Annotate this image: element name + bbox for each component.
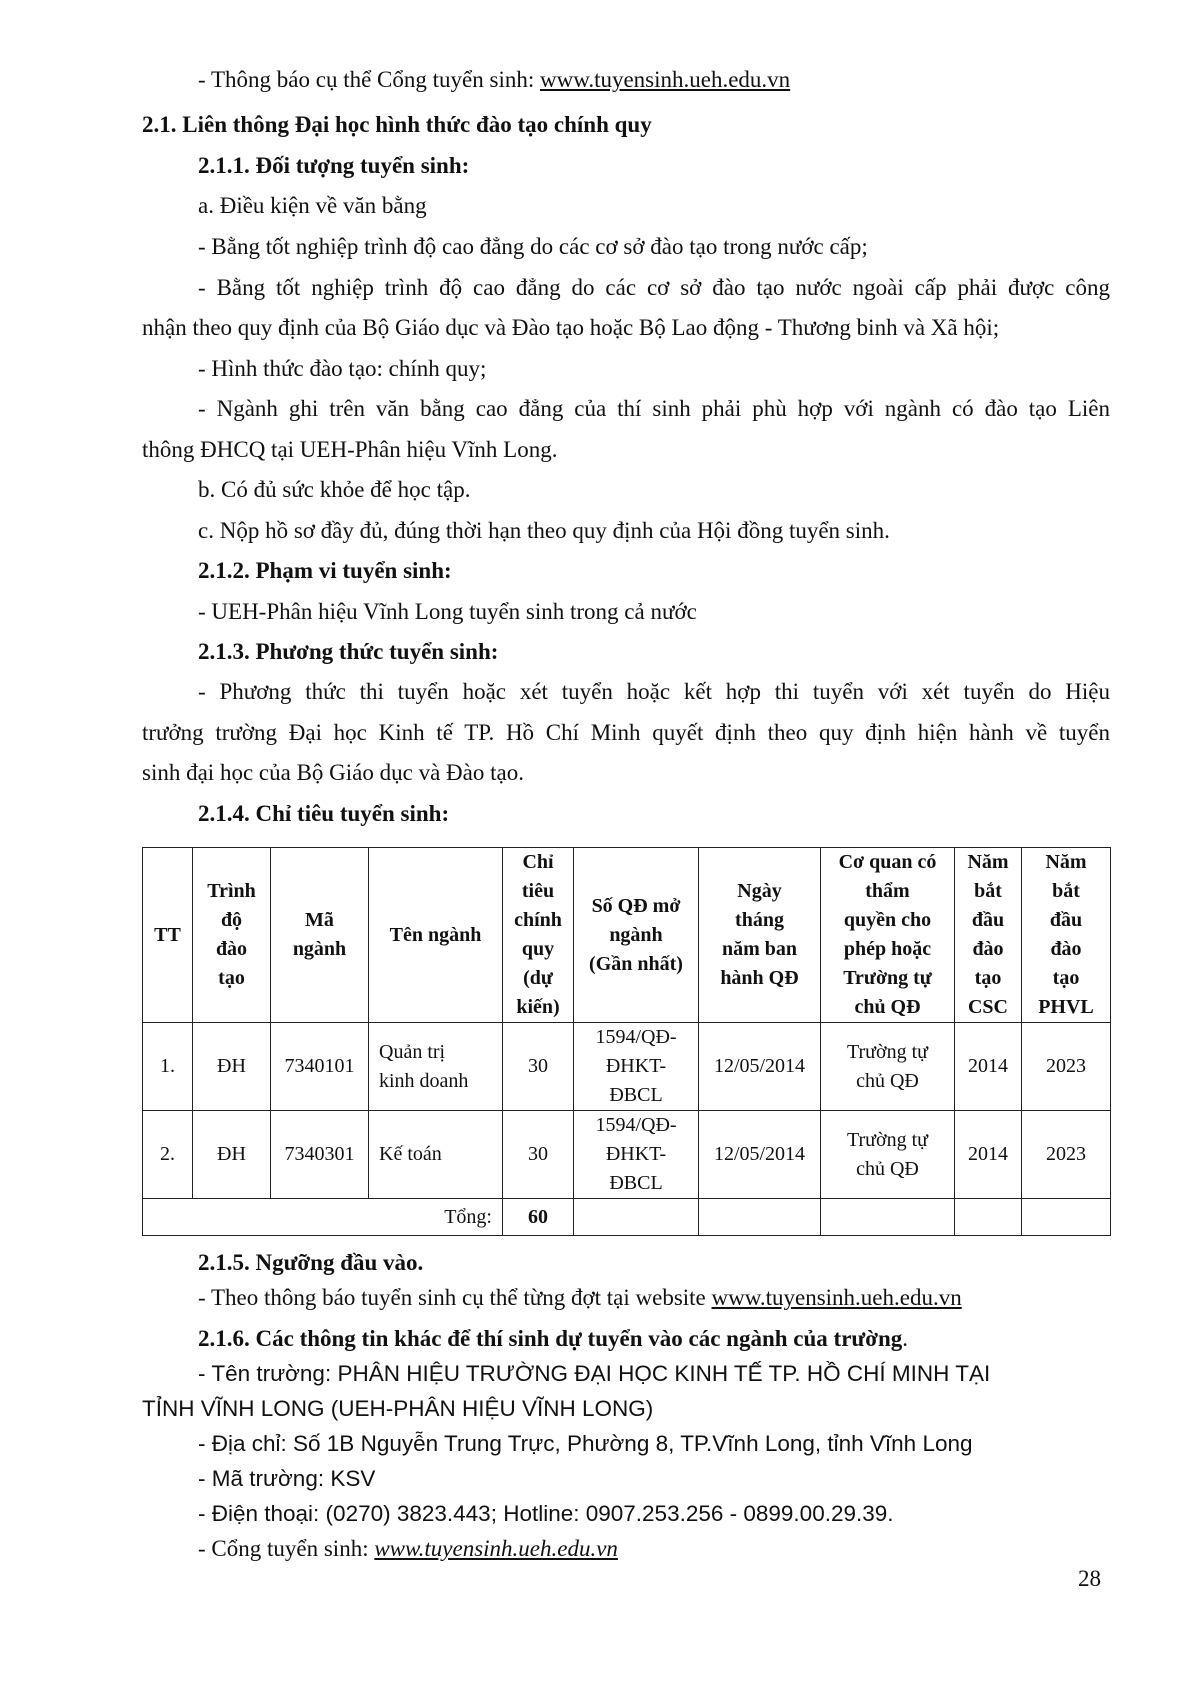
cell-start-csc: 2014 <box>955 1023 1022 1111</box>
school-code: - Mã trường: KSV <box>198 1466 376 1491</box>
header-tt: TT <box>143 848 193 1023</box>
table-row <box>143 1111 1111 1199</box>
header-date: Ngày tháng năm ban hành QĐ <box>699 848 821 1023</box>
admission-portal-label: - Cổng tuyển sinh: <box>198 1536 375 1561</box>
paragraph-b4-line1: - Ngành ghi trên văn bằng cao đẳng của thí sinh phải phù hợp với ngành có đào tạo Liên <box>198 396 1110 421</box>
heading-2-1-6 <box>198 1324 908 1354</box>
heading-2-1-4: 2.1.4. Chỉ tiêu tuyển sinh: <box>198 801 450 826</box>
cell-tt: 1. <box>143 1023 193 1111</box>
paragraph-b2-line1: - Bằng tốt nghiệp trình độ cao đẳng do các cơ sở đào tạo nước ngoài cấp phải được công <box>198 275 1110 300</box>
page-number: 28 <box>1078 1566 1101 1591</box>
header-level: Trình độ đào tạo <box>193 848 271 1023</box>
total-label: Tổng: <box>143 1199 503 1236</box>
empty-cell <box>1022 1199 1111 1236</box>
portal-notice <box>198 65 790 95</box>
paragraph-b: b. Có đủ sức khỏe để học tập. <box>198 477 471 502</box>
table-total-row <box>143 1199 1111 1236</box>
cell-tt: 2. <box>143 1111 193 1199</box>
cell-quota: 30 <box>503 1111 574 1199</box>
heading-2-1-1: 2.1.1. Đối tượng tuyển sinh: <box>198 153 470 178</box>
school-name-line2: TỈNH VĨNH LONG (UEH-PHÂN HIỆU VĨNH LONG) <box>142 1396 654 1421</box>
empty-cell <box>699 1199 821 1236</box>
threshold-label: - Theo thông báo tuyển sinh cụ thể từng đợt tại website <box>198 1285 712 1310</box>
cell-quota: 30 <box>503 1023 574 1111</box>
school-name-line1: - Tên trường: PHÂN HIỆU TRƯỜNG ĐẠI HỌC KINH TẾ TP. HỒ CHÍ MINH TẠI <box>198 1361 991 1386</box>
cell-level: ĐH <box>193 1023 271 1111</box>
method-line1: - Phương thức thi tuyển hoặc xét tuyển hoặc kết hợp thi tuyển với xét tuyển do Hiệu <box>198 679 1110 704</box>
cell-authority: Trường tự chủ QĐ <box>821 1023 955 1111</box>
table-row <box>143 1023 1111 1111</box>
header-start-csc: Năm bắt đầu đào tạo CSC <box>955 848 1022 1023</box>
cell-date: 12/05/2014 <box>699 1111 821 1199</box>
method-line2: trưởng trường Đại học Kinh tế TP. Hồ Chí Minh quyết định theo quy định hiện hành về tuyển <box>142 720 1110 745</box>
paragraph-b3: - Hình thức đào tạo: chính quy; <box>198 356 487 381</box>
heading-2-1-3: 2.1.3. Phương thức tuyển sinh: <box>198 639 499 664</box>
heading-2-1-2: 2.1.2. Phạm vi tuyển sinh: <box>198 558 452 583</box>
header-quota: Chỉ tiêu chính quy (dự kiến) <box>503 848 574 1023</box>
method-line3: sinh đại học của Bộ Giáo dục và Đào tạo. <box>142 760 524 785</box>
paragraph-c: c. Nộp hồ sơ đầy đủ, đúng thời hạn theo quy định của Hội đồng tuyển sinh. <box>198 518 890 543</box>
admission-portal <box>198 1534 618 1564</box>
cell-decision: 1594/QĐ- ĐHKT- ĐBCL <box>574 1023 699 1111</box>
empty-cell <box>955 1199 1022 1236</box>
cell-start-phvl: 2023 <box>1022 1111 1111 1199</box>
table-header-row <box>143 848 1111 1023</box>
cell-decision: 1594/QĐ- ĐHKT- ĐBCL <box>574 1111 699 1199</box>
admission-portal-link[interactable]: www.tuyensinh.ueh.edu.vn <box>374 1536 618 1561</box>
total-value: 60 <box>503 1199 574 1236</box>
school-address: - Địa chỉ: Số 1B Nguyễn Trung Trực, Phường 8, TP.Vĩnh Long, tỉnh Vĩnh Long <box>198 1431 973 1456</box>
portal-notice-label: - Thông báo cụ thể Cổng tuyển sinh: <box>198 67 540 92</box>
header-decision: Số QĐ mở ngành (Gần nhất) <box>574 848 699 1023</box>
header-code: Mã ngành <box>271 848 369 1023</box>
empty-cell <box>574 1199 699 1236</box>
header-start-phvl: Năm bắt đầu đào tạo PHVL <box>1022 848 1111 1023</box>
header-name: Tên ngành <box>369 848 503 1023</box>
heading-2-1-6-period: . <box>902 1326 908 1351</box>
cell-authority: Trường tự chủ QĐ <box>821 1111 955 1199</box>
cell-name: Quản trị kinh doanh <box>369 1023 503 1111</box>
threshold-link[interactable]: www.tuyensinh.ueh.edu.vn <box>711 1285 962 1310</box>
empty-cell <box>821 1199 955 1236</box>
header-authority: Cơ quan có thẩm quyền cho phép hoặc Trường tự chủ QĐ <box>821 848 955 1023</box>
paragraph-b2-line2: nhận theo quy định của Bộ Giáo dục và Đào tạo hoặc Bộ Lao động - Thương binh và Xã hội; <box>142 315 1000 340</box>
paragraph-b1: - Bằng tốt nghiệp trình độ cao đẳng do các cơ sở đào tạo trong nước cấp; <box>198 234 868 259</box>
cell-level: ĐH <box>193 1111 271 1199</box>
cell-start-phvl: 2023 <box>1022 1023 1111 1111</box>
cell-date: 12/05/2014 <box>699 1023 821 1111</box>
cell-code: 7340101 <box>271 1023 369 1111</box>
portal-link[interactable]: www.tuyensinh.ueh.edu.vn <box>539 67 791 92</box>
threshold-text <box>198 1283 962 1313</box>
heading-2-1-6-text: 2.1.6. Các thông tin khác để thí sinh dự tuyển vào các ngành của trường <box>198 1326 903 1351</box>
paragraph-a: a. Điều kiện về văn bằng <box>198 193 427 218</box>
cell-start-csc: 2014 <box>955 1111 1022 1199</box>
scope-text: - UEH-Phân hiệu Vĩnh Long tuyển sinh trong cả nước <box>198 599 697 624</box>
paragraph-b4-line2: thông ĐHCQ tại UEH-Phân hiệu Vĩnh Long. <box>142 437 558 462</box>
heading-2-1-5: 2.1.5. Ngưỡng đầu vào. <box>198 1250 424 1275</box>
school-phone: - Điện thoại: (0270) 3823.443; Hotline: 0907.253.256 - 0899.00.29.39. <box>198 1501 894 1526</box>
cell-code: 7340301 <box>271 1111 369 1199</box>
quota-table <box>142 847 1111 1236</box>
section-title: 2.1. Liên thông Đại học hình thức đào tạo chính quy <box>142 112 652 137</box>
cell-name: Kế toán <box>369 1111 503 1199</box>
